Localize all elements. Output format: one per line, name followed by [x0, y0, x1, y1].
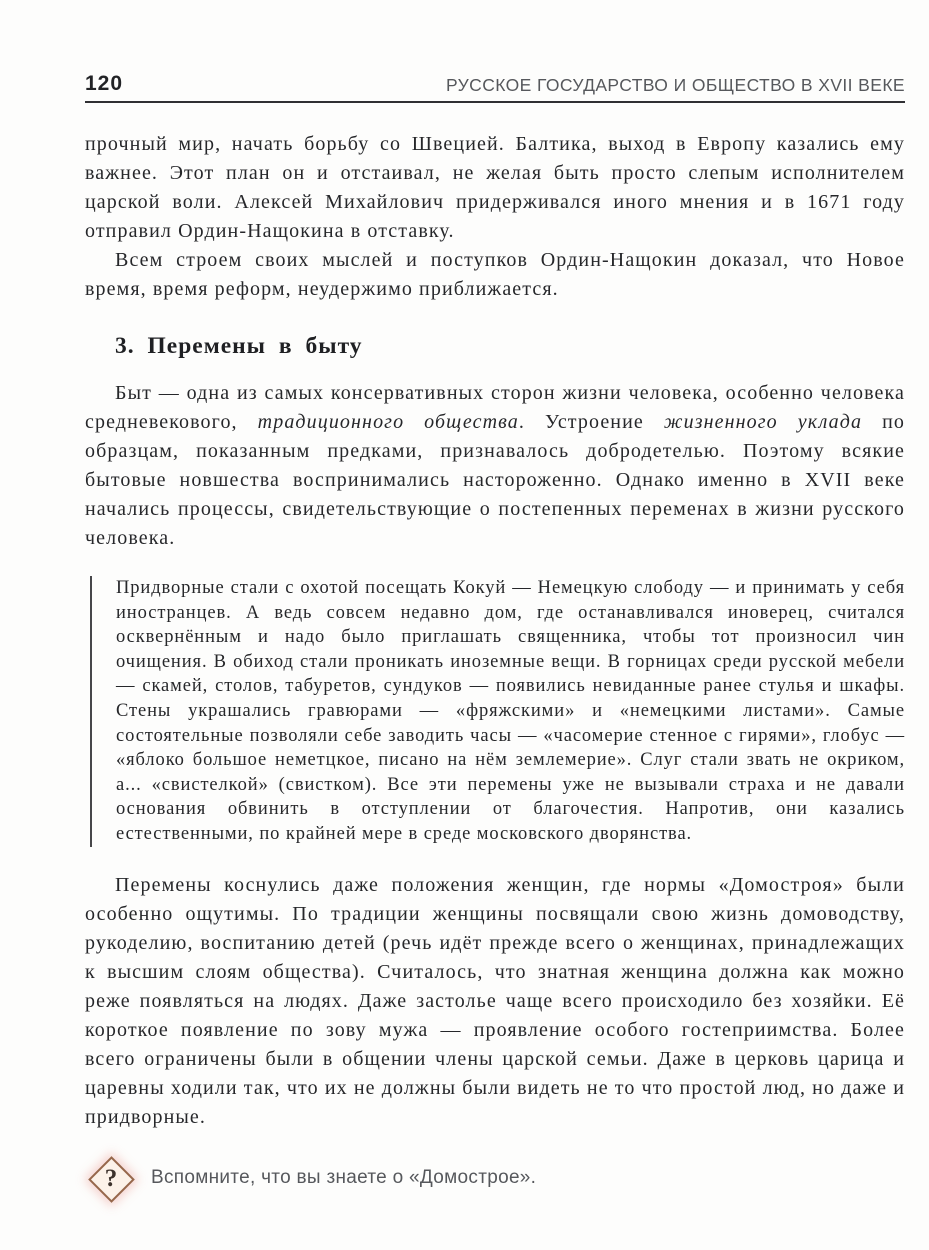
running-head — [85, 72, 905, 103]
question-mark-icon — [85, 1156, 135, 1206]
paragraph-byt: Быт — одна из самых консервативных сторон жизни человека, особенно человека средневекового, традиционного общества. Устроение жизненного уклада по образцам, показанным предками, признавалось добродетелью. Поэтому всякие бытовые новшества воспринимались настороженно. Однако именно в XVII веке начались процессы, свидетельствующие о постепенных переменах в жизни русского человека. — [85, 382, 905, 549]
question-text: Вспомните, что вы знаете о «Домострое». — [151, 1166, 537, 1188]
historical-quote-block: Придворные стали с охотой посещать Кокуй — Немецкую слободу — и принимать у себя иностранцев. А ведь совсем недавно дом, где останавливался иноверец, считался осквернённым и надо было приглашать священника, чтобы тот произносил чин очищения. В обиход стали проникать иноземные вещи. В горницах среди русской мебели — скамей, столов, табуретов, сундуков — появились невиданные ранее стулья и шкафы. Стены украшались гравюрами — «фряжскими» и «немецкими листами». Самые состоятельные позволяли себе заводить часы — «часомерие стенное с гирями», глобус — «яблоко большое неметцкое, писано на нём землемерие». Слуг стали звать не окриком, а... «свистелкой» (свистком). Все эти перемены уже не вызывали страха и не давали основания обвинить в отступлении от благочестия. Напротив, они казались естественными, по крайней мере в среде московского дворянства. — [90, 576, 905, 847]
paragraph-intro-continuation: прочный мир, начать борьбу со Швецией. Балтика, выход в Европу казались ему важнее. Этот план он и отстаивал, не желая быть просто слепым исполнителем царской воли. Алексей Михайлович придерживался иного мнения и в 1671 году отправил Ордин-Нащокина в отставку. — [85, 133, 905, 242]
page-number: 120 — [85, 72, 124, 95]
section-heading: 3. Перемены в быту — [115, 333, 363, 359]
text-column — [85, 130, 905, 1206]
paragraph-women: Перемены коснулись даже положения женщин, где нормы «Домостроя» были особенно ощутимы. По традиции женщины посвящали свою жизнь домоводству, рукоделию, воспитанию детей (речь идёт прежде всего о женщинах, принадлежащих к высшим слоям общества). Считалось, что знатная женщина должна как можно реже появляться на людях. Даже застолье чаще всего происходило без хозяйки. Её короткое появление по зову мужа — проявление особого гостеприимства. Более всего ограничены были в общении члены царской семьи. Даже в церковь царица и царевны ходили так, что их не должны были видеть не то что простой люд, но даже и придворные. — [85, 873, 905, 1128]
paragraph-conclusion: Всем строем своих мыслей и поступков Ордин-Нащокин доказал, что Новое время, время реформ, неудержимо приближается. — [85, 249, 905, 300]
question-row — [85, 1156, 905, 1206]
running-title: РУССКОЕ ГОСУДАРСТВО И ОБЩЕСТВО В XVII ВЕКЕ — [445, 75, 905, 95]
question-glyph: ? — [104, 1164, 118, 1192]
